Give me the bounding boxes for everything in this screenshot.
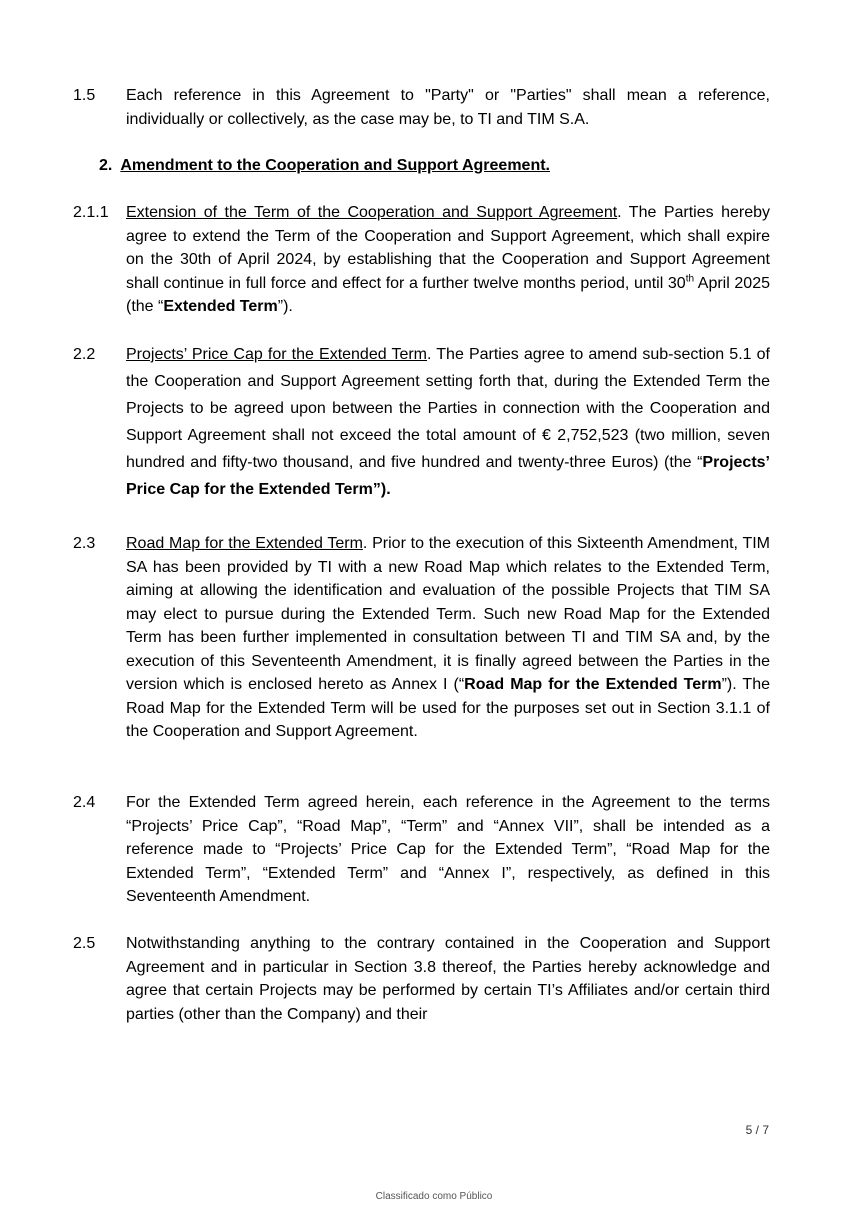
clause-text bbox=[126, 532, 770, 744]
clause-text bbox=[126, 201, 770, 319]
defined-term: Road Map for the Extended Term bbox=[464, 676, 722, 693]
clause-heading: Extension of the Term of the Cooperation and Support Agreement bbox=[126, 204, 618, 221]
clause-text: Notwithstanding anything to the contrary contained in the Cooperation and Support Agreement and in particular in Section 3.8 thereof, the Parties hereby acknowledge and agree that certain Projects may be performed by certain TI’s Affiliates and/or certain third parties (other than the Company) and their bbox=[126, 935, 770, 1023]
clause-number: 1.5 bbox=[73, 87, 96, 104]
clause-body: . The Parties agree to amend sub-section 5.1 of the Cooperation and Support Agreement setting forth that, during the Extended Term the Projects to be agreed upon between the Parties in connection with the Cooperation and Support Agreement shall not exceed the total amount of € 2,752,523 (two million, seven hundred and fifty-two thousand, and five hundred and twenty-three Euros) (the “ bbox=[126, 346, 770, 471]
clause-number: 2.1.1 bbox=[73, 204, 109, 221]
clause-2-2 bbox=[73, 341, 770, 503]
clause-2-5 bbox=[73, 932, 770, 1026]
defined-term: Projects’ Price Cap for the Extended Term”). bbox=[126, 454, 770, 498]
defined-term: Extended Term bbox=[163, 298, 278, 315]
section-title: Amendment to the Cooperation and Support Agreement. bbox=[120, 157, 550, 174]
clause-text: For the Extended Term agreed herein, each reference in the Agreement to the terms “Projects’ Price Cap”, “Road Map”, “Term” and “Annex VII”, shall be intended as a reference made to “Projects’ Price Cap for the Extended Term”, “Road Map for the Extended Term”, “Extended Term” and “Annex I”, respectively, as defined in this Seventeenth Amendment. bbox=[126, 794, 770, 905]
section-number: 2. bbox=[99, 157, 113, 174]
clause-body: . Prior to the execution of this Sixteenth Amendment, TIM SA has been provided by TI with a new Road Map which relates to the Extended Term, aiming at allowing the identification and evaluation of the possible Projects that TIM SA may elect to pursue during the Extended Term. Such new Road Map for the Extended Term has been further implemented in consultation between TI and TIM SA and, by the execution of this Seventeenth Amendment, it is finally agreed between the Parties in the version which is enclosed hereto as Annex I (“ bbox=[126, 535, 771, 693]
clause-number: 2.5 bbox=[73, 935, 96, 952]
classification-footer: Classificado como Público bbox=[375, 1191, 493, 1202]
clause-body-end: ”). bbox=[277, 298, 293, 315]
clause-text: Each reference in this Agreement to "Party" or "Parties" shall mean a reference, individually or collectively, as the case may be, to TI and TIM S.A. bbox=[126, 87, 770, 128]
clause-1-5 bbox=[73, 84, 770, 131]
clause-number: 2.4 bbox=[73, 794, 96, 811]
clause-body-cont: April 2025 (the “ bbox=[126, 274, 770, 315]
ordinal-suffix: th bbox=[685, 273, 695, 285]
clause-2-4 bbox=[73, 791, 770, 909]
page-number: 5 / 7 bbox=[745, 1123, 769, 1137]
clause-2-3 bbox=[73, 532, 770, 744]
clause-number: 2.3 bbox=[73, 535, 96, 552]
section-heading bbox=[99, 154, 550, 177]
clause-body-end: ”). The Road Map for the Extended Term will be used for the purposes set out in Section 3.1.1 of the Cooperation and Support Agreement. bbox=[126, 676, 771, 740]
clause-text bbox=[126, 341, 770, 503]
clause-heading: Projects’ Price Cap for the Extended Term bbox=[126, 346, 428, 363]
clause-number: 2.2 bbox=[73, 346, 96, 363]
clause-2-1-1 bbox=[73, 201, 770, 319]
clause-heading: Road Map for the Extended Term bbox=[126, 535, 363, 552]
clause-body: . The Parties hereby agree to extend the Term of the Cooperation and Support Agreement, which shall expire on the 30th of April 2024, by establishing that the Cooperation and Support Agreement shall continue in full force and effect for a further twelve months period, until 30 bbox=[126, 204, 771, 292]
